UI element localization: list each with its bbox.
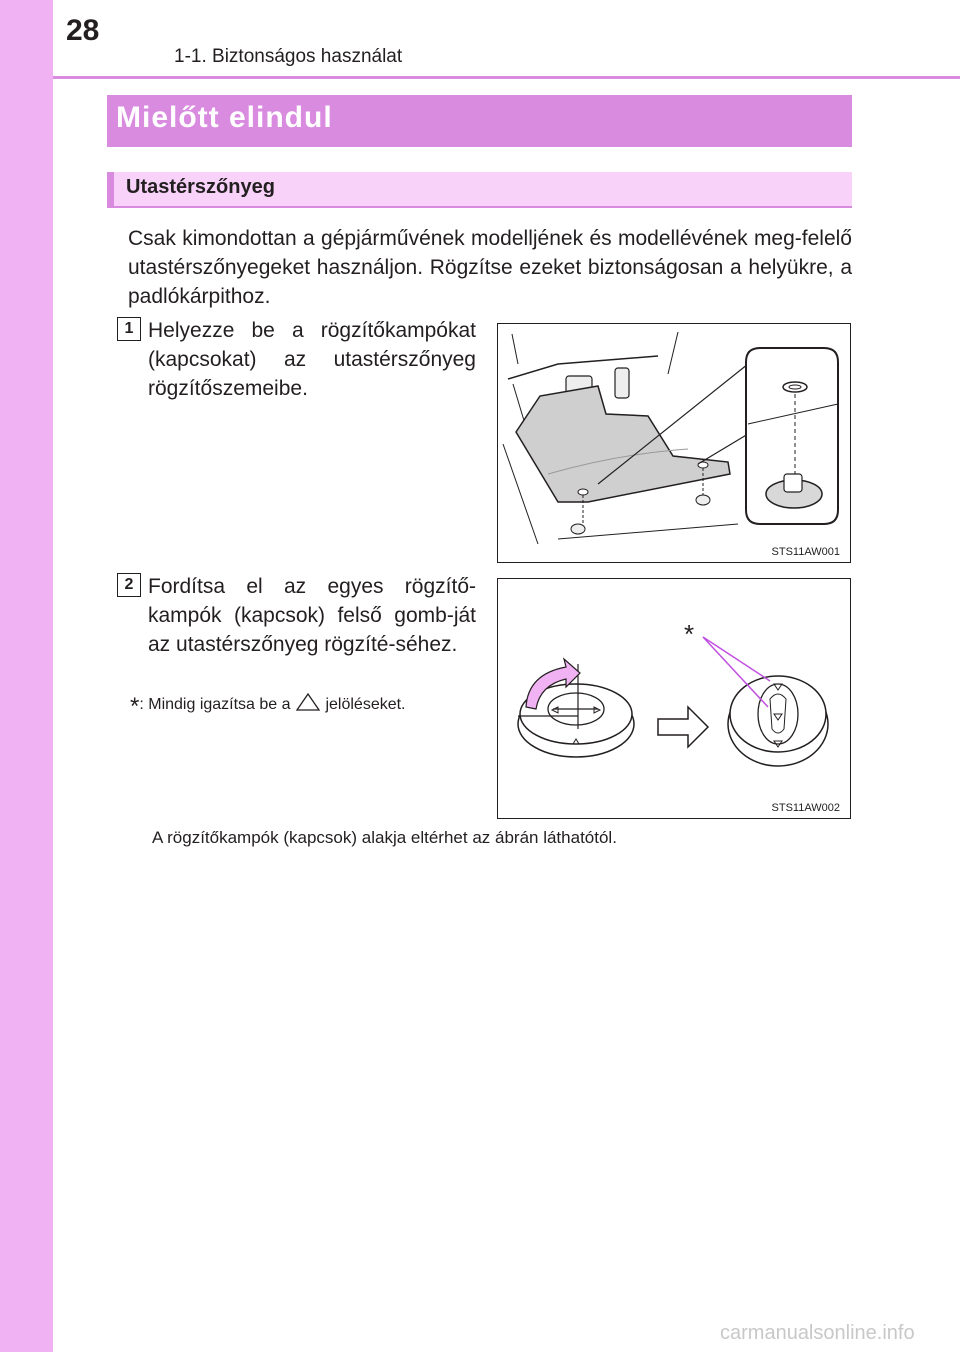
subtitle-underline bbox=[107, 206, 852, 208]
page-title: Mielőtt elindul bbox=[116, 101, 333, 134]
step-number: 1 bbox=[117, 317, 141, 341]
step-number: 2 bbox=[117, 573, 141, 597]
intro-paragraph: Csak kimondottan a gépjárművének modelljének és modellévének meg-felelő utastérszőnyegeket használjon. Rögzítse ezeket biztonságosan a helyükre, a padlókárpithoz. bbox=[128, 227, 852, 308]
step-text: Fordítsa el az egyes rögzítő-kampók (kapcsok) felső gomb-ját az utastérszőnyeg rögzíté-séhez. bbox=[148, 575, 476, 656]
header-divider bbox=[53, 76, 960, 79]
triangle-mark-icon bbox=[295, 696, 325, 713]
figure-code: STS11AW002 bbox=[771, 802, 840, 814]
figure-floor-mat bbox=[497, 323, 851, 563]
figure-caption: A rögzítőkampók (kapcsok) alakja eltérhet az ábrán láthatótól. bbox=[152, 828, 617, 847]
note-suffix: jelöléseket. bbox=[325, 696, 406, 713]
figure-hook-turn bbox=[497, 578, 851, 819]
note-asterisk: * bbox=[130, 693, 140, 720]
floor-mat-hook-illustration-icon bbox=[498, 324, 850, 562]
hook-knob-turn-illustration-icon bbox=[498, 579, 850, 818]
page-number: 28 bbox=[66, 14, 100, 47]
note bbox=[130, 688, 406, 720]
note-prefix: : Mindig igazítsa be a bbox=[139, 696, 291, 713]
figure-code: STS11AW001 bbox=[771, 546, 840, 558]
side-tab bbox=[0, 0, 53, 1352]
subtitle: Utastérszőnyeg bbox=[126, 176, 275, 198]
watermark: carmanualsonline.info bbox=[720, 1322, 915, 1344]
step-text: Helyezze be a rögzítőkampókat (kapcsokat) az utastérszőnyeg rögzítőszemeibe. bbox=[148, 319, 476, 400]
figure-marker: * bbox=[684, 619, 695, 649]
section-reference: 1-1. Biztonságos használat bbox=[174, 46, 403, 67]
